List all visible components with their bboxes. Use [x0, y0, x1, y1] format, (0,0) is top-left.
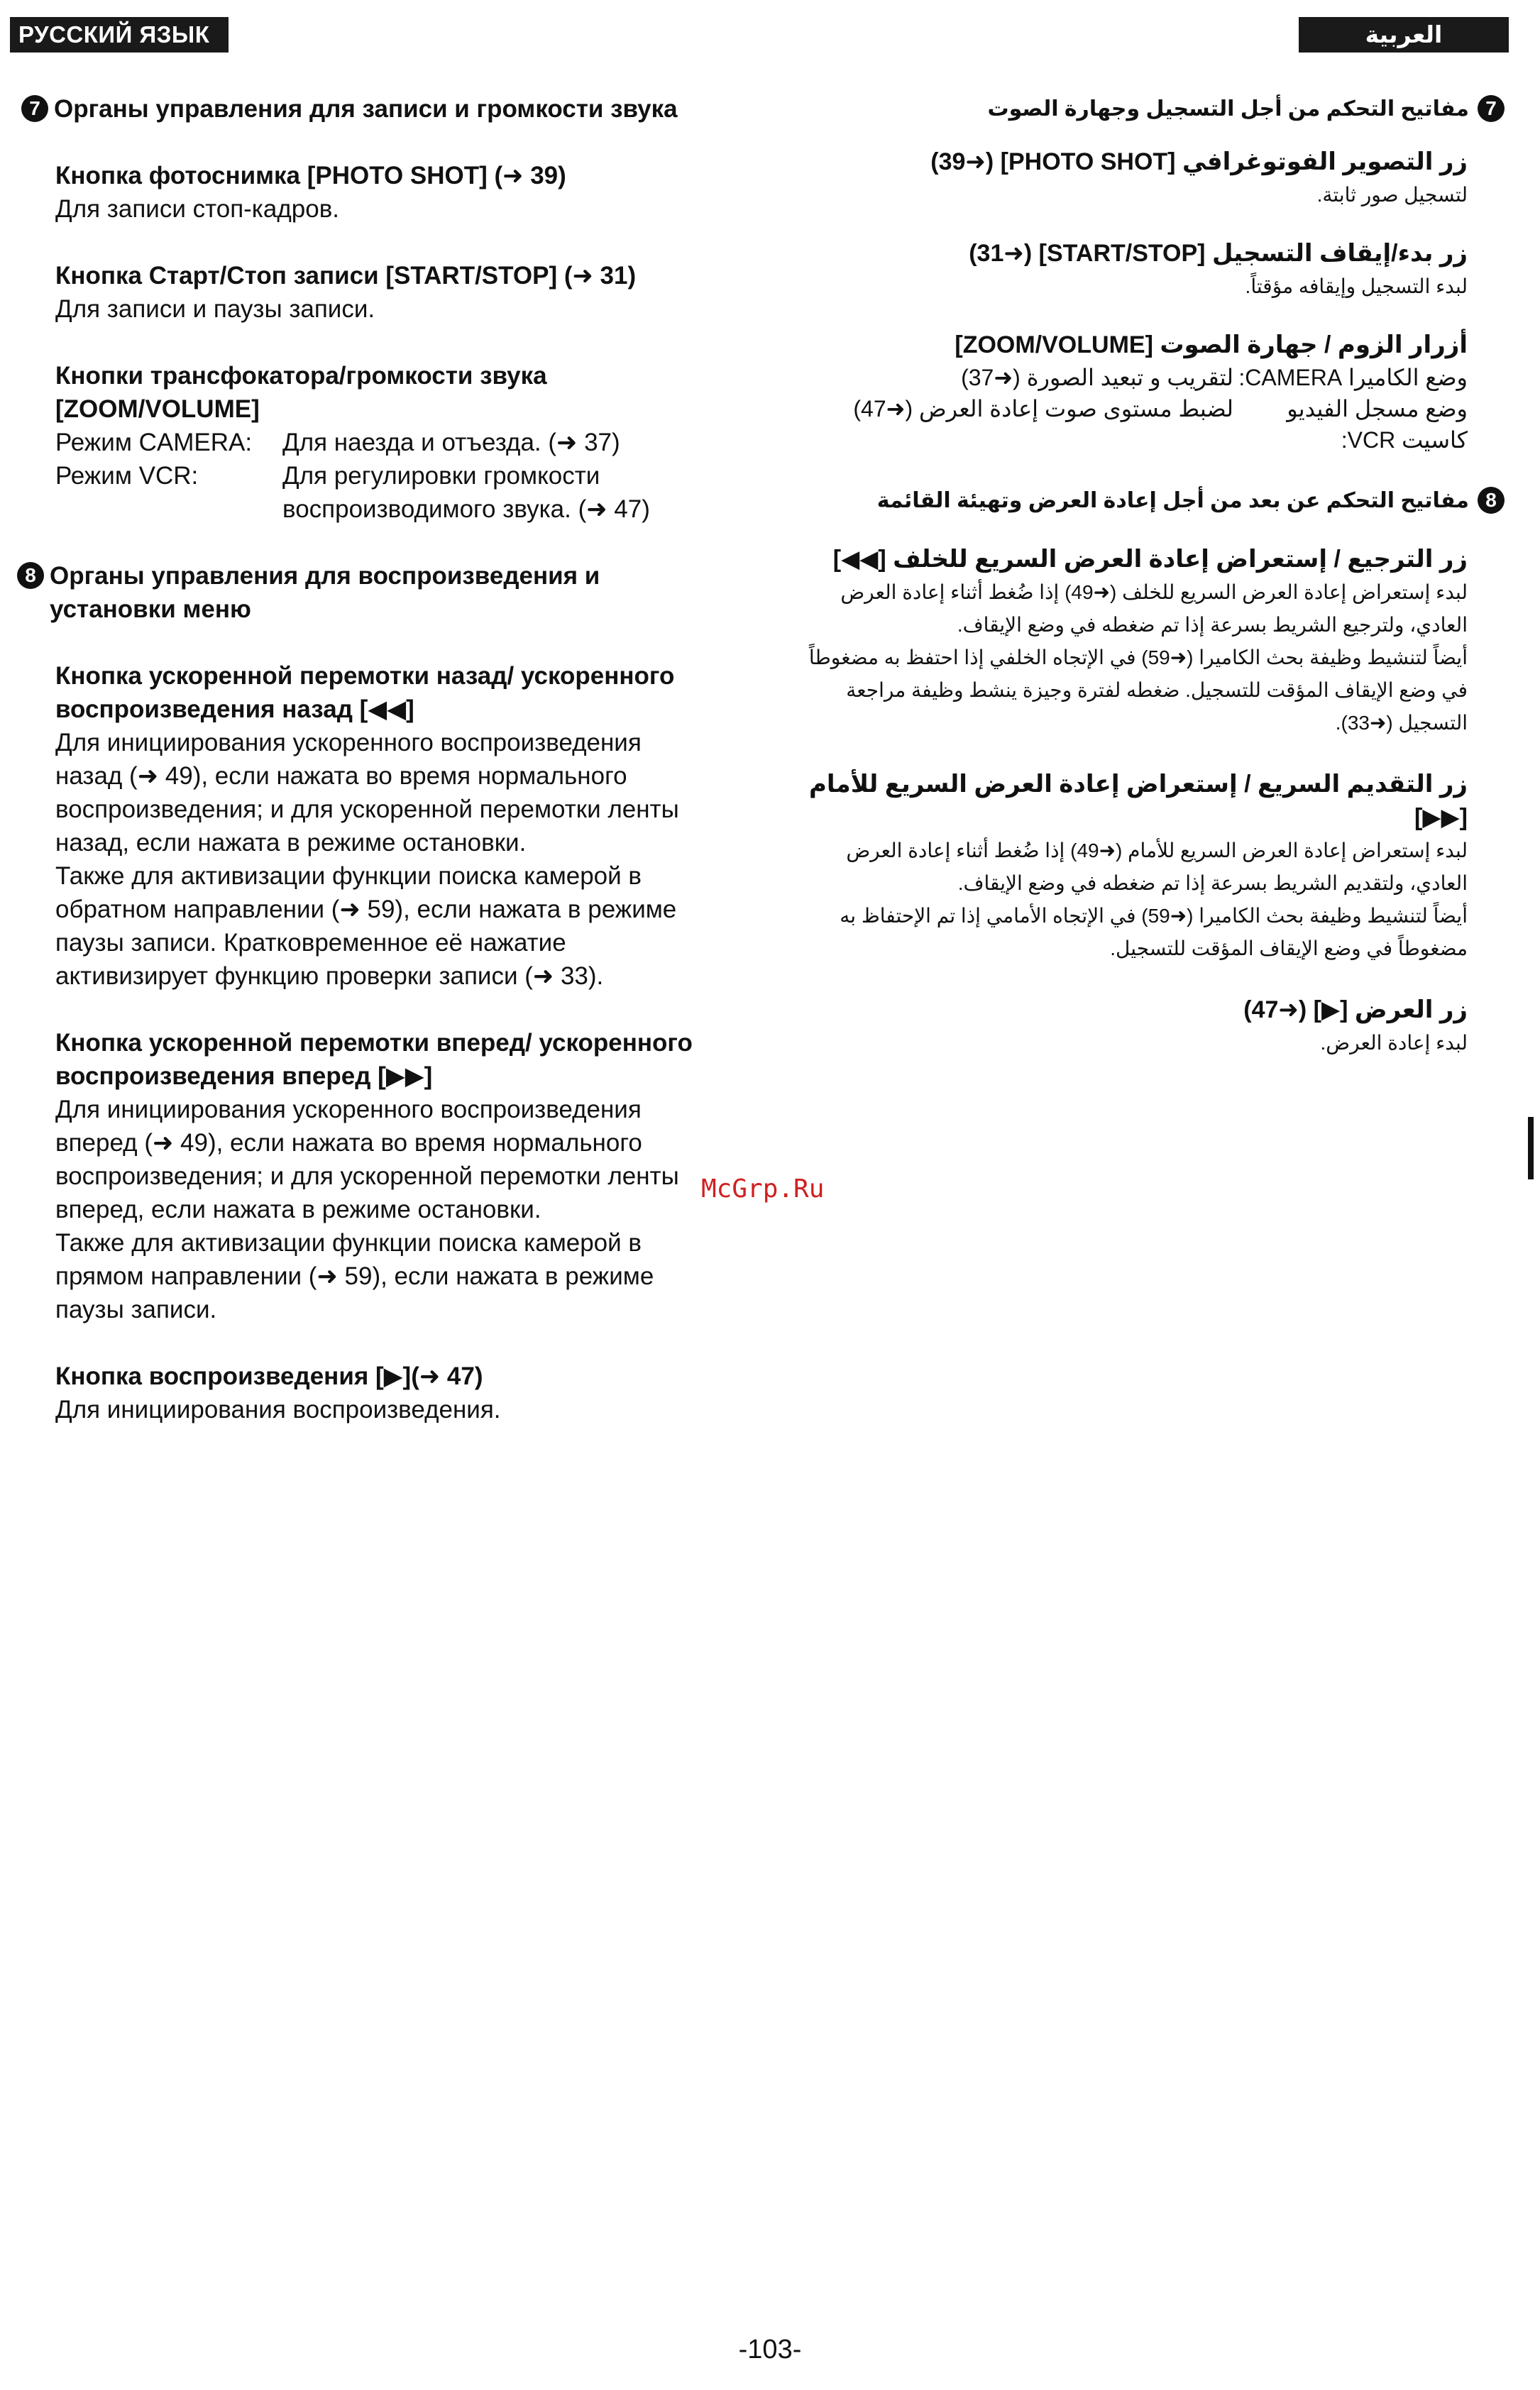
start-stop-item — [55, 259, 703, 326]
item-description: Для записи и паузы записи. — [55, 295, 375, 323]
item-description: لبدء إستعراض إعادة العرض السريع للخلف (➜49) إذا ضُغط أثناء إعادة العرض العادي، ولترجيع الشريط بسرعة إذا تم ضغطه في وضع الإيقاف. — [840, 581, 1468, 636]
item-title: Кнопка Старт/Стоп записи [START/STOP] (➜ 31) — [55, 262, 637, 290]
start-stop-item — [802, 237, 1468, 303]
item-title: زر التقديم السريع / إستعراض إعادة العرض السريع للأمام [▶▶] — [808, 771, 1468, 831]
language-tab-arabic: العربية — [1299, 17, 1509, 53]
photo-shot-item — [55, 159, 703, 226]
item-title: Кнопка ускоренной перемотки назад/ ускоренного воспроизведения назад [◀◀] — [55, 662, 675, 723]
arabic-column — [802, 92, 1505, 1059]
item-title: أزرار الزوم / جهارة الصوت [ZOOM/VOLUME] — [955, 331, 1468, 358]
item-title: زر العرض [▶] (➜47) — [1243, 996, 1468, 1023]
zoom-volume-item — [55, 359, 703, 526]
mode-label: وضع مسجل الفيديو كاسيت VCR: — [1287, 396, 1468, 453]
item-title: زر بدء/إيقاف التسجيل [START/STOP] (➜31) — [969, 240, 1468, 267]
section-number-badge: 7 — [1478, 95, 1505, 122]
fast-forward-item — [55, 1026, 703, 1326]
section-number-badge: 7 — [21, 95, 48, 122]
photo-shot-item — [802, 145, 1468, 211]
item-description-extra: Также для активизации функции поиска камерой в прямом направлении (➜ 59), если нажата в режиме паузы записи. — [55, 1229, 654, 1323]
vcr-mode-row — [802, 393, 1468, 456]
rewind-item — [55, 659, 703, 993]
section-title: Органы управления для воспроизведения и установки меню — [50, 562, 600, 623]
language-tab-russian: РУССКИЙ ЯЗЫК — [10, 17, 229, 53]
mode-value: لضبط مستوى صوت إعادة العرض (➜47) — [853, 396, 1233, 422]
item-description-extra: Также для активизации функции поиска камерой в обратном направлении (➜ 59), если нажата в режиме паузы записи. Кратковременное её нажатие активизирует функцию проверки записи (➜ 33). — [55, 862, 677, 990]
section-8-heading — [802, 484, 1505, 517]
section-7-heading — [21, 92, 703, 126]
mode-label: Режим CAMERA: — [55, 429, 253, 456]
watermark-text: McGrp.Ru — [701, 1174, 825, 1204]
rewind-item — [802, 543, 1468, 739]
mode-label: Режим VCR: — [55, 462, 199, 490]
mode-value: لتقريب و تبعيد الصورة (➜37) — [961, 365, 1233, 390]
item-description: Для инициирования ускоренного воспроизведения вперед (➜ 49), если нажата во время нормального воспроизведения; и для ускоренной перемотки ленты вперед, если нажата в режиме остановки. — [55, 1096, 679, 1223]
mode-value: Для регулировки громкости воспроизводимого звука. (➜ 47) — [282, 462, 650, 523]
section-7-heading — [802, 92, 1505, 126]
item-title: زر التصوير الفوتوغرافي [PHOTO SHOT] (➜39) — [930, 148, 1468, 175]
section-title: Органы управления для записи и громкости звука — [54, 95, 678, 123]
mode-value: Для наезда и отъезда. (➜ 37) — [282, 429, 620, 456]
section-8-heading — [17, 559, 703, 626]
section-number-badge: 8 — [17, 562, 44, 589]
item-title: Кнопка воспроизведения [▶](➜ 47) — [55, 1362, 483, 1390]
camera-mode-row — [55, 426, 703, 459]
item-title: Кнопка ускоренной перемотки вперед/ ускоренного воспроизведения вперед [▶▶] — [55, 1029, 693, 1090]
mode-label: وضع الكاميرا CAMERA: — [1238, 365, 1468, 390]
play-item — [55, 1360, 703, 1426]
fast-forward-item — [802, 768, 1468, 965]
item-description: Для записи стоп-кадров. — [55, 195, 340, 223]
item-title: Кнопки трансфокатора/громкости звука [ZOOM/VOLUME] — [55, 362, 547, 423]
play-item — [802, 993, 1468, 1059]
item-description: لتسجيل صور ثابتة. — [1316, 184, 1468, 206]
item-title: زر الترجيع / إستعراض إعادة العرض السريع للخلف [◀◀] — [832, 546, 1468, 573]
item-description: لبدء التسجيل وإيقافه مؤقتاً. — [1245, 275, 1468, 297]
section-title: مفاتيح التحكم عن بعد من أجل إعادة العرض وتهيئة القائمة — [876, 489, 1469, 512]
russian-column — [21, 92, 703, 1426]
item-description-extra: أيضاً لتنشيط وظيفة بحث الكاميرا (➜59) في الإتجاه الأمامي إذا تم الإحتفاظ به مضغوطاً في وضع الإيقاف المؤقت للتسجيل. — [840, 905, 1468, 959]
item-description: Для инициирования воспроизведения. — [55, 1396, 501, 1423]
section-number-badge: 8 — [1478, 487, 1505, 514]
item-description: Для инициирования ускоренного воспроизведения назад (➜ 49), если нажата во время нормального воспроизведения; и для ускоренной перемотки ленты назад, если нажата в режиме остановки. — [55, 729, 679, 857]
zoom-volume-item — [802, 329, 1468, 456]
section-title: مفاتيح التحكم من أجل التسجيل وجهارة الصوت — [987, 97, 1469, 121]
page-number: -103- — [738, 2335, 802, 2364]
vcr-mode-row — [55, 459, 703, 526]
item-description: لبدء إعادة العرض. — [1320, 1032, 1468, 1054]
item-title: Кнопка фотоснимка [PHOTO SHOT] (➜ 39) — [55, 162, 566, 189]
page-edge-marker — [1528, 1117, 1534, 1179]
camera-mode-row — [802, 362, 1468, 393]
item-description: لبدء إستعراض إعادة العرض السريع للأمام (➜49) إذا ضُغط أثناء إعادة العرض العادي، ولتقديم الشريط بسرعة إذا تم ضغطه في وضع الإيقاف. — [846, 839, 1468, 894]
item-description-extra: أيضاً لتنشيط وظيفة بحث الكاميرا (➜59) في الإتجاه الخلفي إذا احتفظ به مضغوطاً في وضع الإيقاف المؤقت للتسجيل. ضغطه لفترة وجيزة ينشط وظيفة مراجعة التسجيل (➜33). — [808, 646, 1468, 734]
